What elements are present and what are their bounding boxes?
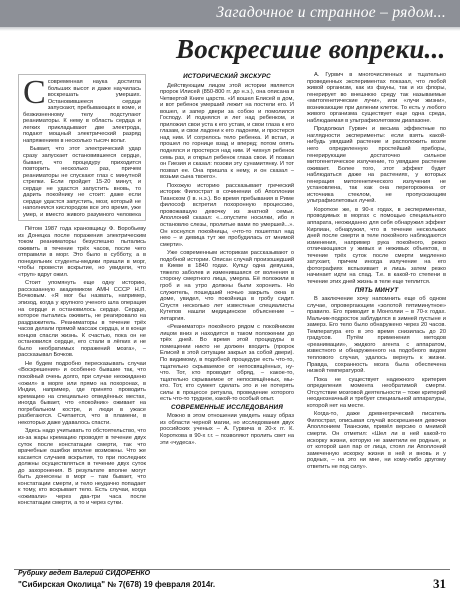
- col1-paragraph-1: Пётом 1987 года крановщицу Ф. Воробьеву из Донецка после поражения электрическим током реаниматоры безуспешно пытались оживить в течение трёх часов, после чего отправили в морг. Это было в субботу, а в понедельник студенты-медики пришли в морг, чтобы провести вскрытие, но увидели, что «труп» вдруг ожил.: [18, 226, 146, 278]
- col2-paragraph-1: Действующим лицом этой истории является пророк Илисей (850-800 гг. до н.э.), она описана в Четвертой Книге царств. «И вошел Елисей в дом, и вот ребенок умерший лежит на постели его. И вошел, и запер двери за собою и помолился Господу. И поднялся и лег над ребенком, и приложил свои уста к его устам, и свои глаза к его глазам, и свои ладони к его ладоням, и простерся над ним. И согрелось тело ребенка. И встал, и прошел по горнице взад и вперед; потом опять поднялся и простерся над ним. И чихнул ребенок семь раз, и открыл ребенок глаза свои. И позвал он Гиезия и сказал: позови эту сунамитянку. И тот позвал ее. Она пришла к нему, и он сказал – возьми сына твоего».: [160, 82, 294, 181]
- section-title: Загадочное и странное – рядом...: [216, 4, 446, 21]
- intro-text-1: современная наука достигла больших высот и даже научилась воскрешать умерших. Остановившееся сердце запускают, пребывающих в коме, и безжизненному телу подступают реаниматоры. К нему в область сердца и легких прикладывают две электрода, подают мощный электрический разряд напряжением в несколько тысяч вольт.: [23, 79, 141, 144]
- col3-paragraph-5: Пока не существует надежного критерия определения момента необратимой смерти. Отсутствие мозговой деятельности – тоже критерий неоднозначный и требует специальной аппаратуры, которой нет на месте.: [307, 376, 446, 409]
- col2-paragraph-5: Можно в этом отношении увидеть нашу образ из области черной магии, но исследования двух российских ученых – А. Гурвича в 20-х гг. К. Короткова в 90-х г.г. – позволяют пролить свет на эти «чудеса».: [160, 413, 294, 446]
- column-3: [307, 72, 446, 566]
- newspaper-issue: "Сибирская Околица" № 7(678) 19 февраля 2014г.: [18, 580, 216, 589]
- column-1: [18, 226, 146, 566]
- col2-paragraph-4: «Реаниматор» покойного рядом с покойником лицом вниз и находится в таком положении до трёх дней. Во время этой процедуры в помещении никто не должен входить (пророк Елисей в этой ситуации закрыл за собой двери). По видимому, в подобной процедуре есть что-то, тщательно скрываемое от непосвящённых, ну-что. Тот, кто проводит обряд, – какое-то, тщательно скрываемое от непосвящённых, мы-кто. Тот, кто сумеет сделать это и не потерять силы в процессе ритуала, проведение которого есть что-то трудное, какой-то особый опыт.: [160, 324, 294, 403]
- col1-paragraph-3: Не будем подробно пересказывать случаи «Воскрешения» и особенно бывшие так, что покойный очень долго, при случае неожиданно «ожил» в морге или прямо на похоронах, в Индии, например, где принято проводить кремацию на специально отведённых местах, иногда бывает, что «покойник» оживает на погребальном костре, и люди в ужасе разбегаются. Считается, что в пламени, в некоторых даже удавалось спасти.: [18, 360, 146, 426]
- intro-paragraph-1: [23, 79, 141, 144]
- col1-paragraph-2: Стоит упомянуть еще одну историю, рассказанную академиком АМН СССР Н.П. Бочковым. «Я мог бы назвать, например, эпизод, когда у крупного ученого шла операция на сердце и остановилось сердце. Сердце, которое пытались оживить, не реагировало на раздражитель. Реаниматоры в течение трёх часов делали прямой массаж сердца, и в конце концов спасли жизнь. К счастью, пока он не остановился сердце, его стали в лёгких и не было необратимых поражений мозга», – рассказывал Бочков.: [18, 280, 146, 359]
- col3-paragraph-4: В заключение хочу напомнить еще об одном случае, опровергающем «золотой пятиминутное» правило. Его приводит в Монголии – в 70-х годах. Мальчик-подросток заблудился в зимней пустыне и замерз. Его тело было обнаружено через 20 часов. Температура его в это время снизилась до 20 градусов. Путём применения методов «реанимации», жидкого агента с аппаратом, известного и обнаруженного на подобного видом теплового случая, удалось вернуть к жизни. Правда, сохранность мозга была обеспечена низкой температурой.: [307, 296, 446, 375]
- intro-text: [23, 79, 141, 217]
- intro-paragraph-2: Бывает, что этот электрический удар сразу запускает остановившееся сердце, бывает, что процедуру приходится повторить несколько раз, причем реаниматоры не спускают глаз с минутной стрелки. Если пройдет 15-20 минут, и сердце не удастся запустить вновь, то дарить покойнику не стоит: даже если сердце удастся запустить, мозг, который не наполнялся кислородом все это время, уже умер, и вместо живого разумного человека: [23, 146, 141, 217]
- intro-box: [18, 74, 146, 221]
- heading-historical: ИСТОРИЧЕСКИЙ ЭКСКУРС: [183, 73, 271, 80]
- col3-paragraph-2: Продолжал Гурвич и весьма эффектные по наглядности эксперименты: если взять какой-нибудь увядший растение и расположить возле него определенную простейший приборы, генерирующие достаточно сильное митогенетическое излучение, то увядшее растение оживает. Более того, этот эффект будет наблюдаться даже на растениях, у которых генерация митогенетического излучения не установлена, так как она перегорожена от источника стеклом, не пропускающим ультрафиолетовых лучей.: [307, 126, 446, 205]
- heading-five-minutes: ПЯТЬ МИНУТ: [354, 286, 399, 294]
- section-header-band: [0, 0, 460, 27]
- rubric-credit: Рубрику ведет Валерий СИДОРЕНКО: [18, 570, 151, 577]
- col1-paragraph-4: Здесь надо учитывать то обстоятельство, что из-за жары кремацию проводят в течение двух суток после констатации смерти, так что врачебные ошибки вполне возможны. Что же касается случаев вскрытия, то при последних должны осуществляться в течение двух суток до захоронения. В результате вполне могут быть донесены в морг – там бывает, что констатации смерти, и тело неудачно попадает к тому, кто вскрывает тело. Есть случаи, когда «оживали» через два-три часа после констатации смерти, а то и через сутки.: [18, 428, 146, 507]
- article-title: Воскресшие вопреки...: [176, 34, 446, 64]
- column-2: [160, 72, 294, 566]
- col3-paragraph-3: Короткое же, в 90-х годах, в экспериментах, проводимых в моргах с помощью специального аппарата, неожиданно для себя обнаружил эффект Кирлиан, обнаружил, что в течение нескольких дней после смерти в теле покойного наблюдаются изменения, например рука покойного, резко отличающаяся у живых и неживых объектов, в течение трёх суток после смерти медленно затухает, причем иногда излучение на его фотографиях вспыхивает и лишь затем резко начинает идти на спад. Т.е. в какой-то степени в течение этих дней жизнь в теле еще теплится.: [307, 206, 446, 285]
- header-shadow: [0, 27, 460, 31]
- col3-paragraph-6: Когда-то, даже древнегреческий писатель Филострат, описывая случай воскрешения девочки Аполлонием Тианским, привёл версию о мнимой смерти. Он отметил: «Шел ли в ней какой-то искорку жизни, которую не заметили ее родные, и от которой шел пар от лица, стоял ли Аполлоний замеченную искорку жизни в ней и вновь и у родных, – на это ни мне, ни кому-либо другому ответить не под силу».: [307, 411, 446, 470]
- heading-modern: СОВРЕМЕННЫЕ ИССЛЕДОВАНИЯ: [170, 403, 284, 411]
- page-number: 31: [433, 576, 446, 591]
- col2-paragraph-3: Уже современным историкам рассказывают о подобной истории. Описан случай произошедший в Киеве в 1840 годах. Купцу одна девушка, тяжело заболев и изменившаяся от волнения в сторону смертного лица, умерла. Её положили в гроб и на утро должны были хоронить. Но служитель, пошедший ночью закрыть окна в доме, увидел, что покойница в гробу сидит. Спустя несколько лет известные специалисты Кутепов нашли медицинское объяснение – летаргия.: [160, 250, 294, 322]
- drop-cap: С: [23, 79, 46, 111]
- col2-paragraph-2: Похожую историю рассказывает греческий историк Филострат в сочинении об Аполлонии Тианском (I в. н.э.). Во время пребывания в Риме философ встретил похоронную процессию, провожавшую девочку из знатной семьи. Аполлоний сказал: «...опустите носилки, ибо я остановлю слезы, пролитые вами по умершей...». Он коснулся покойницы, «что-то пошептал над нею – и девица тут же пробудилась от мнимой смерти».: [160, 182, 294, 248]
- col3-paragraph-1: А. Гурвич в многочисленных и тщательно проведенных экспериментах показал, что любой живой организм, как из фауны, так и из флоры, генерирует во внешнюю среду так называемые «митогенетические лучи», или «лучи жизни», возникающие при делении клеток. То есть у любого живого организма существует еще одна среда, наблюдаемая в ультрафиолетовом диапазоне.: [307, 72, 446, 124]
